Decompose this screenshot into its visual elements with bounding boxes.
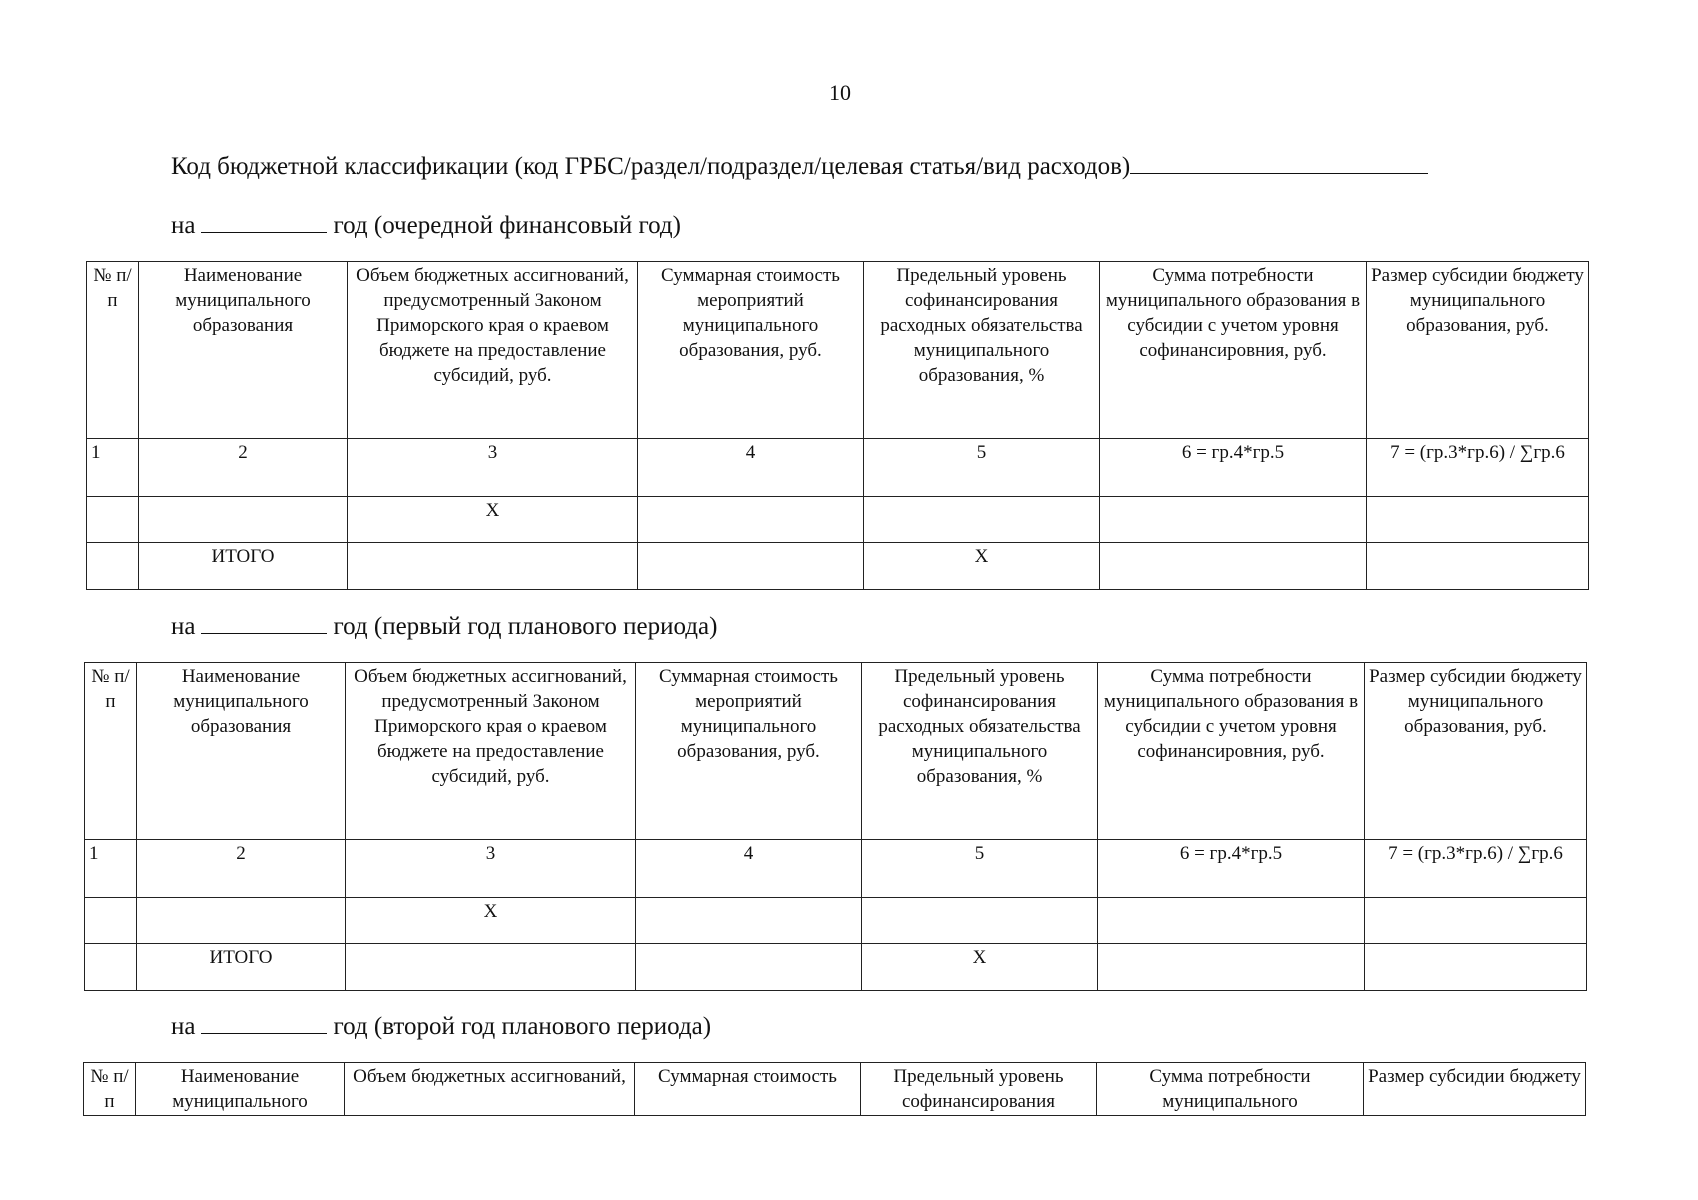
total-label: ИТОГО (139, 543, 348, 590)
column-number-cell: 7 = (гр.3*гр.6) / ∑гр.6 (1365, 840, 1587, 898)
column-number-cell: 3 (348, 439, 638, 497)
x-mark-cell: X (346, 898, 636, 944)
section-3-prefix: на (171, 1013, 196, 1040)
table-cell[interactable] (1100, 497, 1367, 543)
section-1-title (171, 212, 681, 240)
column-number-cell: 1 (85, 840, 137, 898)
kbk-line (171, 153, 1428, 181)
column-number-cell: 6 = гр.4*гр.5 (1098, 840, 1365, 898)
section-3-title (171, 1013, 711, 1041)
x-mark-cell: X (862, 944, 1098, 991)
section-1-table (86, 261, 1589, 590)
table-cell[interactable] (636, 898, 862, 944)
header-cell: № п/п (84, 1063, 136, 1116)
table-cell[interactable] (87, 497, 139, 543)
table-cell (85, 944, 137, 991)
header-cell: Наименование муниципального (136, 1063, 345, 1116)
column-numbers-row (85, 840, 1587, 898)
column-number-cell: 5 (864, 439, 1100, 497)
header-cell: Суммарная стоимость мероприятий муниципального образования, руб. (638, 262, 864, 439)
table-cell (87, 543, 139, 590)
section-2-suffix: год (первый год планового периода) (333, 613, 718, 640)
column-number-cell: 7 = (гр.3*гр.6) / ∑гр.6 (1367, 439, 1589, 497)
column-number-cell: 4 (638, 439, 864, 497)
header-cell: Предельный уровень софинансирования расходных обязательства муниципального образования, % (864, 262, 1100, 439)
table-cell[interactable] (1367, 497, 1589, 543)
table-cell[interactable] (139, 497, 348, 543)
column-number-cell: 2 (139, 439, 348, 497)
section-2-prefix: на (171, 613, 196, 640)
table-cell[interactable] (1100, 543, 1367, 590)
table-cell[interactable] (1367, 543, 1589, 590)
table-cell[interactable] (85, 898, 137, 944)
header-cell: Наименование муниципального образования (139, 262, 348, 439)
header-cell: Суммарная стоимость мероприятий муниципального образования, руб. (636, 663, 862, 840)
total-row (85, 944, 1587, 991)
table-cell[interactable] (862, 898, 1098, 944)
header-cell: Сумма потребности муниципального (1097, 1063, 1364, 1116)
table-row (85, 898, 1587, 944)
kbk-label: Код бюджетной классификации (код ГРБС/раздел/подраздел/целевая статья/вид расходов) (171, 153, 1131, 180)
section-3-table (83, 1062, 1586, 1116)
table-cell[interactable] (1098, 944, 1365, 991)
total-label: ИТОГО (137, 944, 346, 991)
section-3-year-blank[interactable] (201, 1013, 327, 1034)
header-cell: Предельный уровень софинансирования (861, 1063, 1097, 1116)
column-number-cell: 1 (87, 439, 139, 497)
table-cell[interactable] (638, 543, 864, 590)
column-number-cell: 5 (862, 840, 1098, 898)
table-cell[interactable] (137, 898, 346, 944)
header-cell: Суммарная стоимость (635, 1063, 861, 1116)
table-header-row (84, 1063, 1586, 1116)
table-cell[interactable] (346, 944, 636, 991)
header-cell: Размер субсидии бюджету муниципального образования, руб. (1367, 262, 1589, 439)
column-numbers-row (87, 439, 1589, 497)
header-cell: Объем бюджетных ассигнований, предусмотренный Законом Приморского края о краевом бюджете на предоставление субсидий, руб. (348, 262, 638, 439)
column-number-cell: 2 (137, 840, 346, 898)
x-mark-cell: X (864, 543, 1100, 590)
header-cell: Сумма потребности муниципального образования в субсидии с учетом уровня софинансировния, руб. (1100, 262, 1367, 439)
section-3-suffix: год (второй год планового периода) (333, 1013, 712, 1040)
table-cell[interactable] (864, 497, 1100, 543)
header-cell: № п/п (87, 262, 139, 439)
header-cell: Размер субсидии бюджету муниципального образования, руб. (1365, 663, 1587, 840)
column-number-cell: 3 (346, 840, 636, 898)
table-header-row (87, 262, 1589, 439)
header-cell: № п/п (85, 663, 137, 840)
kbk-blank[interactable] (1130, 153, 1428, 174)
column-number-cell: 6 = гр.4*гр.5 (1100, 439, 1367, 497)
header-cell: Размер субсидии бюджету (1364, 1063, 1586, 1116)
table-cell[interactable] (638, 497, 864, 543)
table-cell[interactable] (636, 944, 862, 991)
section-2-table (84, 662, 1587, 991)
total-row (87, 543, 1589, 590)
section-1-suffix: год (очередной финансовый год) (333, 212, 681, 239)
page-number: 10 (829, 80, 851, 105)
header-cell: Наименование муниципального образования (137, 663, 346, 840)
column-number-cell: 4 (636, 840, 862, 898)
table-cell[interactable] (1365, 944, 1587, 991)
section-1-prefix: на (171, 212, 196, 239)
header-cell: Предельный уровень софинансирования расходных обязательства муниципального образования, % (862, 663, 1098, 840)
table-row (87, 497, 1589, 543)
table-cell[interactable] (1098, 898, 1365, 944)
table-header-row (85, 663, 1587, 840)
table-cell[interactable] (1365, 898, 1587, 944)
section-2-title (171, 613, 717, 641)
x-mark-cell: X (348, 497, 638, 543)
section-1-year-blank[interactable] (201, 212, 327, 233)
header-cell: Объем бюджетных ассигнований, предусмотренный Законом Приморского края о краевом бюджете на предоставление субсидий, руб. (346, 663, 636, 840)
header-cell: Сумма потребности муниципального образования в субсидии с учетом уровня софинансировния, руб. (1098, 663, 1365, 840)
table-cell[interactable] (348, 543, 638, 590)
header-cell: Объем бюджетных ассигнований, (345, 1063, 635, 1116)
section-2-year-blank[interactable] (201, 613, 327, 634)
